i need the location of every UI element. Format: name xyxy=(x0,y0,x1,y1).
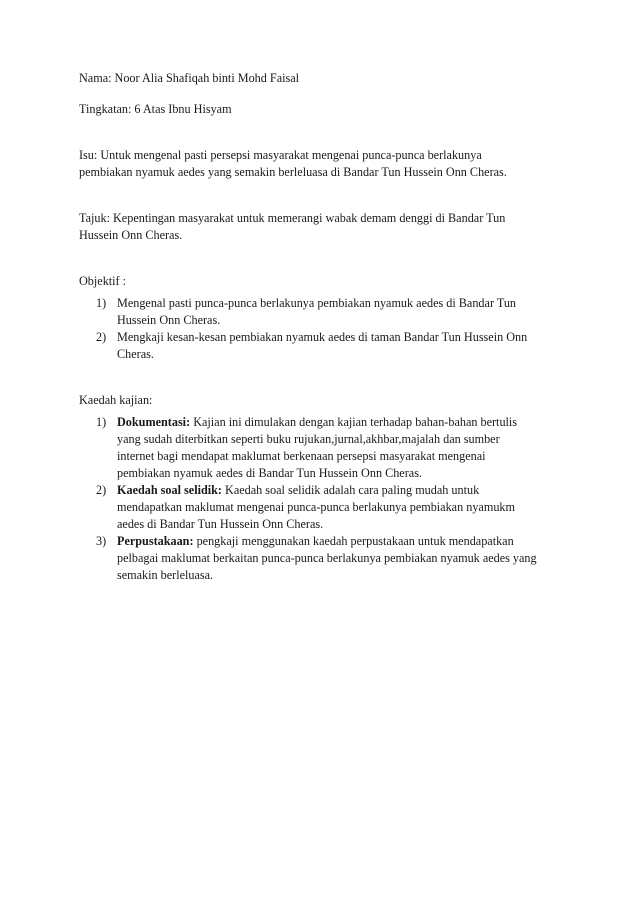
kaedah-item-text: Kajian ini dimulakan dengan kajian terhadap bahan-bahan bertulis xyxy=(190,415,518,429)
kaedah-item-line: mendapatkan maklumat mengenai punca-punca berlakunya pembiakan nyamukm xyxy=(117,500,515,514)
kaedah-item-term: Perpustakaan: xyxy=(117,534,194,548)
kaedah-item-text: pengkaji menggunakan kaedah perpustakaan untuk mendapatkan xyxy=(193,534,514,548)
nama-line: Nama: Noor Alia Shafiqah binti Mohd Faisal xyxy=(79,71,300,85)
kaedah-heading: Kaedah kajian: xyxy=(79,393,153,407)
objektif-item-line: Cheras. xyxy=(117,347,154,361)
tajuk-line-1: Tajuk: Kepentingan masyarakat untuk memerangi wabak demam denggi di Bandar Tun xyxy=(79,211,506,225)
kaedah-item-line: semakin berleluasa. xyxy=(117,568,214,582)
kaedah-item xyxy=(79,414,579,482)
objektif-list xyxy=(79,295,579,363)
kaedah-item-line: internet bagi mendapat maklumat berkenaan persepsi masyarakat mengenai xyxy=(117,449,486,463)
tajuk-line-2: Hussein Onn Cheras. xyxy=(79,228,183,242)
kaedah-item-number: 3) xyxy=(96,534,107,548)
objektif-item-line: Mengkaji kesan-kesan pembiakan nyamuk aedes di taman Bandar Tun Hussein Onn xyxy=(117,330,528,344)
objektif-item-number: 2) xyxy=(96,330,107,344)
kaedah-item xyxy=(79,482,579,533)
objektif-item xyxy=(79,329,579,363)
objektif-item-line: Hussein Onn Cheras. xyxy=(117,313,221,327)
kaedah-item-number: 1) xyxy=(96,415,107,429)
kaedah-item-term: Kaedah soal selidik: xyxy=(117,483,222,497)
objektif-item-number: 1) xyxy=(96,296,107,310)
kaedah-item-line: pelbagai maklumat berkaitan punca-punca berlakunya pembiakan nyamuk aedes yang xyxy=(117,551,537,565)
isu-line-2: pembiakan nyamuk aedes yang semakin berleluasa di Bandar Tun Hussein Onn Cheras. xyxy=(79,165,507,179)
kaedah-item-line: pembiakan nyamuk aedes di Bandar Tun Hussein Onn Cheras. xyxy=(117,466,422,480)
isu-line-1: Isu: Untuk mengenal pasti persepsi masyarakat mengenai punca-punca berlakunya xyxy=(79,148,482,162)
document-page xyxy=(79,70,579,584)
objektif-heading: Objektif : xyxy=(79,274,127,288)
kaedah-item-line: yang sudah diterbitkan seperti buku rujukan,jurnal,akhbar,majalah dan sumber xyxy=(117,432,500,446)
tingkatan-line: Tingkatan: 6 Atas Ibnu Hisyam xyxy=(79,102,232,116)
objektif-item-line: Mengenal pasti punca-punca berlakunya pembiakan nyamuk aedes di Bandar Tun xyxy=(117,296,517,310)
objektif-item xyxy=(79,295,579,329)
kaedah-item xyxy=(79,533,579,584)
isu-paragraph xyxy=(79,147,579,181)
kaedah-item-term: Dokumentasi: xyxy=(117,415,191,429)
kaedah-item-number: 2) xyxy=(96,483,107,497)
tajuk-paragraph xyxy=(79,210,579,244)
kaedah-item-text: Kaedah soal selidik adalah cara paling mudah untuk xyxy=(221,483,480,497)
kaedah-item-line: aedes di Bandar Tun Hussein Onn Cheras. xyxy=(117,517,324,531)
kaedah-list xyxy=(79,414,579,584)
